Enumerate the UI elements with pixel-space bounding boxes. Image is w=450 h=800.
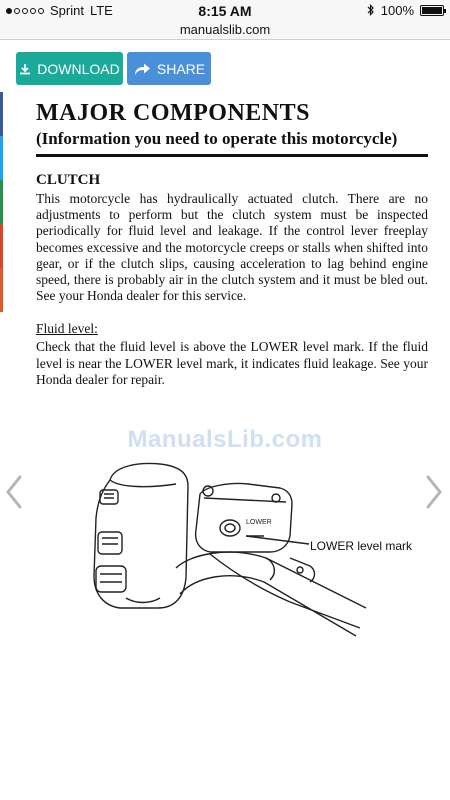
share-arrow-icon	[133, 62, 151, 76]
strip-segment[interactable]	[0, 136, 3, 180]
chevron-right-icon[interactable]	[424, 474, 444, 510]
url-bar[interactable]: manualslib.com	[0, 22, 450, 40]
download-icon	[19, 63, 31, 75]
bluetooth-icon	[367, 4, 375, 17]
strip-segment[interactable]	[0, 92, 3, 136]
download-label: DOWNLOAD	[37, 60, 120, 77]
carrier-name: Sprint	[50, 3, 84, 18]
fluid-level-paragraph: Check that the fluid level is above the LOWER level mark. If the fluid level is near the LOWER level mark, it indicates fluid leakage. See your Honda dealer for repair.	[36, 339, 428, 387]
download-button[interactable]	[16, 52, 123, 85]
strip-segment[interactable]	[0, 224, 3, 268]
chevron-left-icon[interactable]	[4, 474, 24, 510]
battery-icon	[420, 5, 444, 16]
strip-segment[interactable]	[0, 180, 3, 224]
share-button[interactable]	[127, 52, 211, 85]
page-title: MAJOR COMPONENTS	[36, 100, 310, 126]
social-strip	[0, 92, 3, 312]
battery-percent: 100%	[380, 3, 414, 18]
page-subtitle: (Information you need to operate this motorcycle)	[36, 128, 428, 157]
battery-fill	[422, 7, 442, 14]
watermark: ManualsLib.com	[127, 426, 323, 453]
clutch-paragraph: This motorcycle has hydraulically actuated clutch. There are no adjustments to perform but the clutch system must be inspected periodically for fluid level and leakage. If the control lever freeplay becomes excessive and the motorcycle creeps or stalls when shifted into gear, or if the clutch slips, causing acceleration to lag behind engine speed, there is probably air in the clutch system and it must be bled out. See your Honda dealer for this service.	[36, 191, 428, 304]
action-toolbar	[0, 40, 450, 92]
share-label: SHARE	[156, 60, 206, 77]
reservoir-lower-text: LOWER	[246, 519, 272, 526]
strip-segment[interactable]	[0, 268, 3, 312]
status-right	[367, 3, 444, 18]
status-bar	[0, 0, 450, 22]
status-time: 8:15 AM	[198, 3, 252, 19]
section-heading: CLUTCH	[36, 172, 101, 188]
manual-page	[36, 100, 428, 388]
lower-level-mark-label: LOWER level mark	[310, 539, 413, 553]
fluid-level-heading: Fluid level:	[36, 321, 98, 337]
network-type: LTE	[89, 3, 113, 18]
